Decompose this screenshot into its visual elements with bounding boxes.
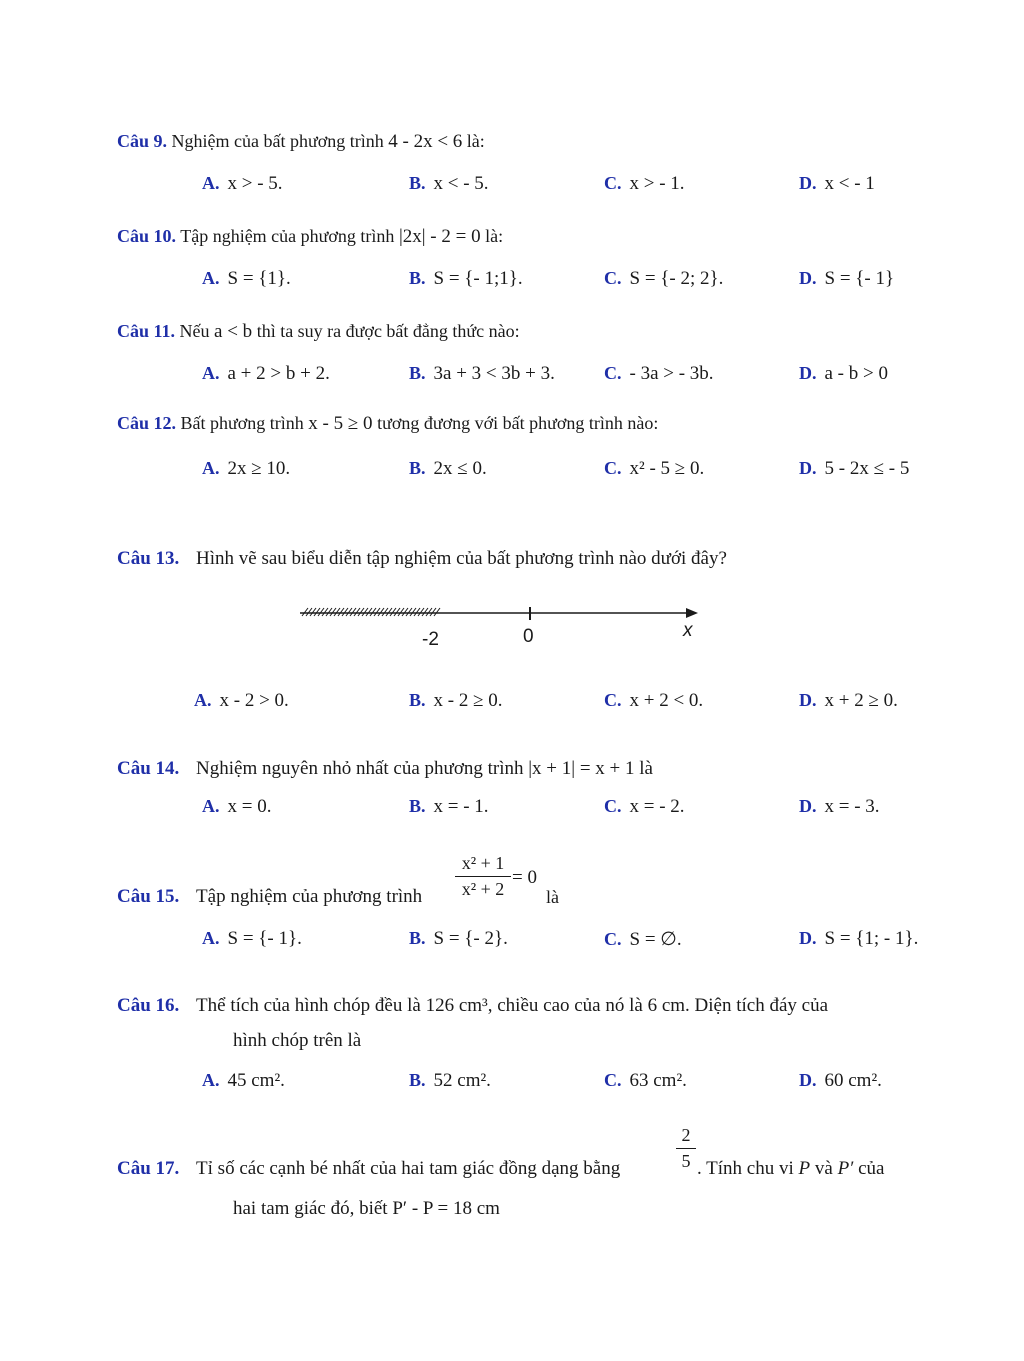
math-perimeter-difference: P′ - P = 18 cm — [392, 1198, 500, 1219]
fraction-ratio — [676, 1125, 696, 1172]
question-17-continued: hai tam giác đó, biết P′ - P = 18 cm — [233, 1198, 500, 1219]
option-d[interactable]: D. x = - 3. — [799, 796, 880, 817]
question-11 — [117, 321, 520, 343]
question-16-continued: hình chóp trên là — [233, 1030, 362, 1051]
fraction-numerator: x² + 1 — [461, 853, 505, 873]
option-d[interactable]: D. 60 cm². — [799, 1070, 882, 1091]
question-text-end: tương đương với bất phương trình nào: — [377, 413, 659, 433]
question-9 — [117, 131, 485, 153]
question-text: Tập nghiệm của phương trình — [196, 886, 423, 907]
option-d[interactable]: D. S = {- 1} — [799, 268, 895, 289]
option-c[interactable]: C. x + 2 < 0. — [604, 690, 704, 711]
question-text-end: là: — [466, 131, 485, 151]
option-a[interactable]: A. S = {- 1}. — [202, 928, 302, 949]
question-10 — [117, 226, 503, 248]
question-text-3: . Diện tích đáy của — [685, 995, 829, 1016]
option-b[interactable]: B. 2x ≤ 0. — [409, 458, 487, 479]
question-number: Câu 9. — [117, 131, 168, 151]
option-c[interactable]: C. S = {- 2; 2}. — [604, 268, 724, 289]
option-c[interactable]: C. - 3a > - 3b. — [604, 363, 714, 384]
question-text: Hình vẽ sau biểu diễn tập nghiệm của bất phương trình nào dưới đây? — [196, 548, 727, 569]
question-text: Nghiệm nguyên nhỏ nhất của phương trình — [196, 758, 524, 779]
question-text: Bất phương trình — [180, 413, 304, 433]
math-height: 6 cm — [647, 995, 686, 1016]
option-d[interactable]: D. 5 - 2x ≤ - 5 — [799, 458, 910, 479]
math-expression: a < b — [214, 321, 253, 342]
question-text-end: là — [639, 758, 653, 779]
question-16 — [117, 995, 828, 1017]
fraction — [455, 853, 511, 900]
option-a[interactable]: A. 45 cm². — [202, 1070, 285, 1091]
option-b[interactable]: B. S = {- 2}. — [409, 928, 508, 949]
question-number: Câu 14. — [117, 758, 180, 779]
option-d[interactable]: D. x + 2 ≥ 0. — [799, 690, 898, 711]
fraction-rhs: = 0 — [512, 867, 537, 888]
option-b[interactable]: B. x = - 1. — [409, 796, 489, 817]
option-c[interactable]: C. 63 cm². — [604, 1070, 687, 1091]
math-volume: 126 cm³ — [425, 995, 488, 1016]
question-number: Câu 13. — [117, 548, 180, 569]
question-text-end: là — [546, 887, 559, 907]
question-15 — [117, 886, 422, 908]
number-line — [290, 596, 710, 656]
question-number: Câu 16. — [117, 995, 180, 1016]
question-number: Câu 10. — [117, 226, 177, 246]
option-a[interactable]: A. 2x ≥ 10. — [202, 458, 291, 479]
option-c[interactable]: C. x = - 2. — [604, 796, 685, 817]
question-number: Câu 15. — [117, 886, 180, 907]
option-b[interactable]: B. S = {- 1;1}. — [409, 268, 523, 289]
question-text: Nếu — [179, 321, 210, 341]
math-expression: x - 5 ≥ 0 — [308, 413, 373, 434]
option-a[interactable]: A. x = 0. — [202, 796, 272, 817]
math-expression: |2x| - 2 = 0 — [398, 226, 481, 247]
hatched-region — [302, 608, 440, 616]
math-expression: 4 - 2x < 6 — [388, 131, 463, 152]
question-14 — [117, 758, 653, 780]
question-text-end: là: — [485, 226, 504, 246]
option-c[interactable]: C. x > - 1. — [604, 173, 685, 194]
fraction-denominator: 5 — [681, 1151, 691, 1171]
option-b[interactable]: B. x - 2 ≥ 0. — [409, 690, 503, 711]
arrow-head-icon — [686, 608, 698, 618]
question-text-2: , chiều cao của nó là — [487, 995, 643, 1016]
option-c[interactable]: C. x² - 5 ≥ 0. — [604, 458, 705, 479]
option-a[interactable]: A. a + 2 > b + 2. — [202, 363, 330, 384]
option-b[interactable]: B. 3a + 3 < 3b + 3. — [409, 363, 555, 384]
option-a[interactable]: A. x > - 5. — [202, 173, 283, 194]
question-text: Thể tích của hình chóp đều là — [196, 995, 421, 1016]
option-a[interactable]: A. S = {1}. — [202, 268, 291, 289]
fraction-numerator: 2 — [681, 1125, 691, 1145]
fraction-bar — [676, 1148, 696, 1149]
option-d[interactable]: D. x < - 1 — [799, 173, 875, 194]
math-p-prime: P′ — [837, 1158, 854, 1179]
question-number: Câu 12. — [117, 413, 177, 433]
fraction-bar — [455, 876, 511, 877]
option-c[interactable]: C. S = ∅. — [604, 929, 682, 950]
question-17 — [117, 1158, 620, 1180]
option-b[interactable]: B. x < - 5. — [409, 173, 489, 194]
label-minus-two: -2 — [422, 629, 439, 650]
question-text: Tỉ số các cạnh bé nhất của hai tam giác đồng dạng bằng — [196, 1158, 621, 1179]
question-text: Tập nghiệm của phương trình — [180, 226, 395, 246]
question-number: Câu 11. — [117, 321, 176, 341]
label-zero: 0 — [523, 626, 534, 647]
fraction-denominator: x² + 2 — [461, 879, 505, 899]
question-number: Câu 17. — [117, 1158, 180, 1179]
label-x: x — [683, 620, 693, 641]
math-p: P — [798, 1158, 811, 1179]
question-12 — [117, 413, 658, 435]
question-13 — [117, 548, 727, 570]
question-17-tail: . Tính chu vi P và P′ của — [697, 1158, 885, 1179]
option-d[interactable]: D. a - b > 0 — [799, 363, 888, 384]
option-a[interactable]: A. x - 2 > 0. — [194, 690, 289, 711]
math-expression: |x + 1| = x + 1 — [528, 758, 635, 779]
option-b[interactable]: B. 52 cm². — [409, 1070, 491, 1091]
question-text: Nghiệm của bất phương trình — [171, 131, 384, 151]
question-text-end: thì ta suy ra được bất đẳng thức nào: — [256, 321, 520, 341]
option-d[interactable]: D. S = {1; - 1}. — [799, 928, 919, 949]
